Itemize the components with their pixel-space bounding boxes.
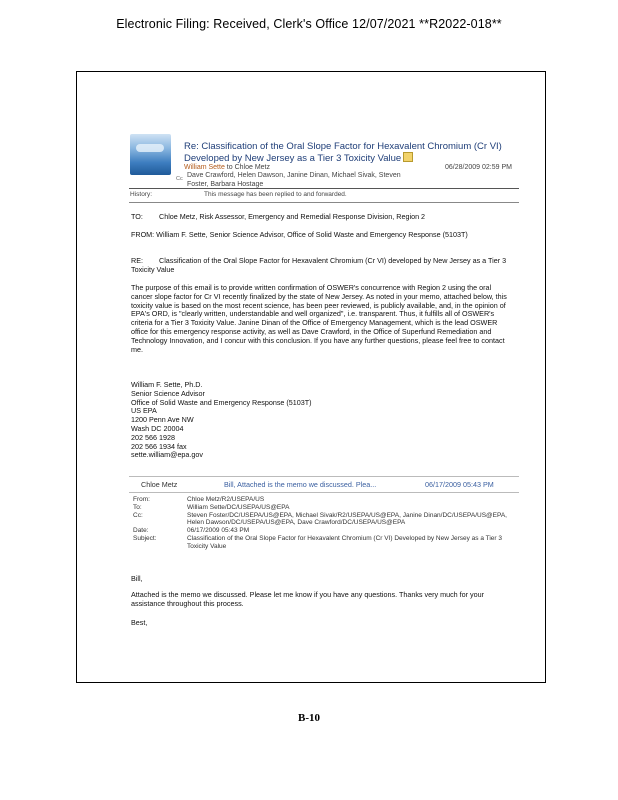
header-value: Classification of the Oral Slope Factor for Hexavalent Chromium (Cr VI) Developed by New Jersey as a Tier 3 Toxicity Value — [187, 534, 503, 550]
reply-sender: Chloe Metz — [141, 480, 178, 489]
header-label: Subject: — [133, 534, 157, 542]
reply-body: Attached is the memo we discussed. Please let me know if you have any questions. Thanks very much for your assistance throughout this process. — [131, 590, 485, 608]
memo-re-label: RE: — [131, 256, 143, 265]
page-number: B-10 — [298, 712, 320, 724]
header-value: 06/17/2009 05:43 PM — [187, 527, 250, 535]
memo-from-value: William F. Sette, Senior Science Advisor, Office of Solid Waste and Emergency Response (5103T) — [156, 230, 468, 239]
email-subject — [184, 141, 504, 164]
document-frame — [76, 71, 546, 683]
cc-label: Cc — [176, 176, 183, 182]
signature-line: Office of Solid Waste and Emergency Response (5103T) — [131, 397, 312, 407]
memo-from — [131, 231, 509, 240]
signature-line: US EPA — [131, 406, 157, 416]
reply-greeting: Bill, — [131, 574, 143, 583]
cloud-icon — [136, 144, 164, 152]
reply-closing: Best, — [131, 618, 148, 627]
reply-date: 06/17/2009 05:43 PM — [425, 480, 494, 489]
header-row-subject — [133, 535, 513, 551]
signature-block — [131, 381, 312, 460]
signature-line: Wash DC 20004 — [131, 423, 184, 433]
email-sender[interactable]: William Sette — [184, 164, 225, 171]
memo-body: The purpose of this email is to provide written confirmation of OSWER's concurrence with Region 2 using the oral cancer slope factor for Cr VI recently finalized by the state of New Jersey. As noted in your memo, attached below, this toxicity value is based on the most recent science, has been peer reviewed, is publicly available, and, in the opinion of EPA's ORD, is "clearly written, understandable and well organized", i.e. transparent. Thus, it fulfills all of OSWER's criteria for a Tier 3 Toxicity Value. Janine Dinan of the Office of Emergency Management, which is the lead OSWER office for this emergency response activity, as well as Dave Crawford, in the Office of Superfund Remediation and Technology Innovation, and I concur with this conclusion. If you have any further questions, please feel free to contact me. — [131, 283, 507, 354]
email-icon — [130, 134, 171, 175]
signature-line: Senior Science Advisor — [131, 388, 205, 398]
cc-recipients: Dave Crawford, Helen Dawson, Janine Dinan, Michael Sivak, Steven Foster, Barbara Hostage — [187, 172, 401, 188]
memo-re-value: Classification of the Oral Slope Factor for Hexavalent Chromium (Cr VI) developed by New Jersey as a Tier 3 Toxicity Value — [131, 256, 507, 274]
header-value: William Sette/DC/USEPA/US@EPA — [187, 503, 290, 511]
header-divider — [129, 188, 519, 189]
header-row-to — [133, 504, 513, 512]
signature-line: 1200 Penn Ave NW — [131, 415, 194, 425]
header-value: Chloe Metz/R2/USEPA/US — [187, 496, 265, 503]
memo-from-label: FROM: — [131, 230, 155, 239]
reply-divider-top — [129, 476, 519, 477]
email-subject-text: Re: Classification of the Oral Slope Factor for Hexavalent Chromium (Cr VI) Developed by New Jersey as a Tier 3 Toxicity Value — [184, 141, 502, 164]
email-recipient[interactable]: Chloe Metz — [234, 164, 270, 171]
history-divider — [129, 202, 519, 203]
reply-divider-bottom — [129, 492, 519, 493]
filing-header: Electronic Filing: Received, Clerk's Office 12/07/2021 **R2022-018** — [116, 17, 502, 31]
signature-line: 202 566 1928 — [131, 432, 175, 442]
email-from-line — [184, 164, 270, 171]
memo-re — [131, 257, 509, 275]
reply-headers — [133, 496, 513, 551]
header-label: Cc: — [133, 511, 143, 519]
reply-preview: Bill, Attached is the memo we discussed. Plea... — [224, 480, 377, 489]
signature-email-link[interactable]: sette.william@epa.gov — [131, 450, 204, 460]
history-value: This message has been replied to and forwarded. — [204, 191, 347, 198]
header-label: From: — [133, 496, 150, 503]
header-label: To: — [133, 503, 142, 511]
email-sent-date: 06/28/2009 02:59 PM — [445, 164, 512, 171]
header-row-date — [133, 527, 513, 535]
collapsed-reply-bar[interactable] — [129, 479, 519, 491]
memo-to — [131, 213, 509, 222]
header-value: Steven Foster/DC/USEPA/US@EPA, Michael Sivak/R2/USEPA/US@EPA, Janine Dinan/DC/USEPA/US@EPA, Helen Dawson/DC/USEPA/US@EPA, Dave Crawford/DC/USEPA/US@EPA — [187, 511, 507, 527]
signature-line: William F. Sette, Ph.D. — [131, 380, 203, 389]
history-label: History: — [130, 191, 153, 198]
header-label: Date: — [133, 527, 149, 535]
to-prefix: to — [226, 164, 233, 171]
signature-line: 202 566 1934 fax — [131, 441, 187, 451]
memo-to-value: Chloe Metz, Risk Assessor, Emergency and Remedial Response Division, Region 2 — [159, 212, 426, 221]
header-row-from — [133, 496, 513, 504]
memo-to-label: TO: — [131, 212, 143, 221]
header-row-cc — [133, 512, 513, 528]
note-icon — [403, 152, 413, 162]
